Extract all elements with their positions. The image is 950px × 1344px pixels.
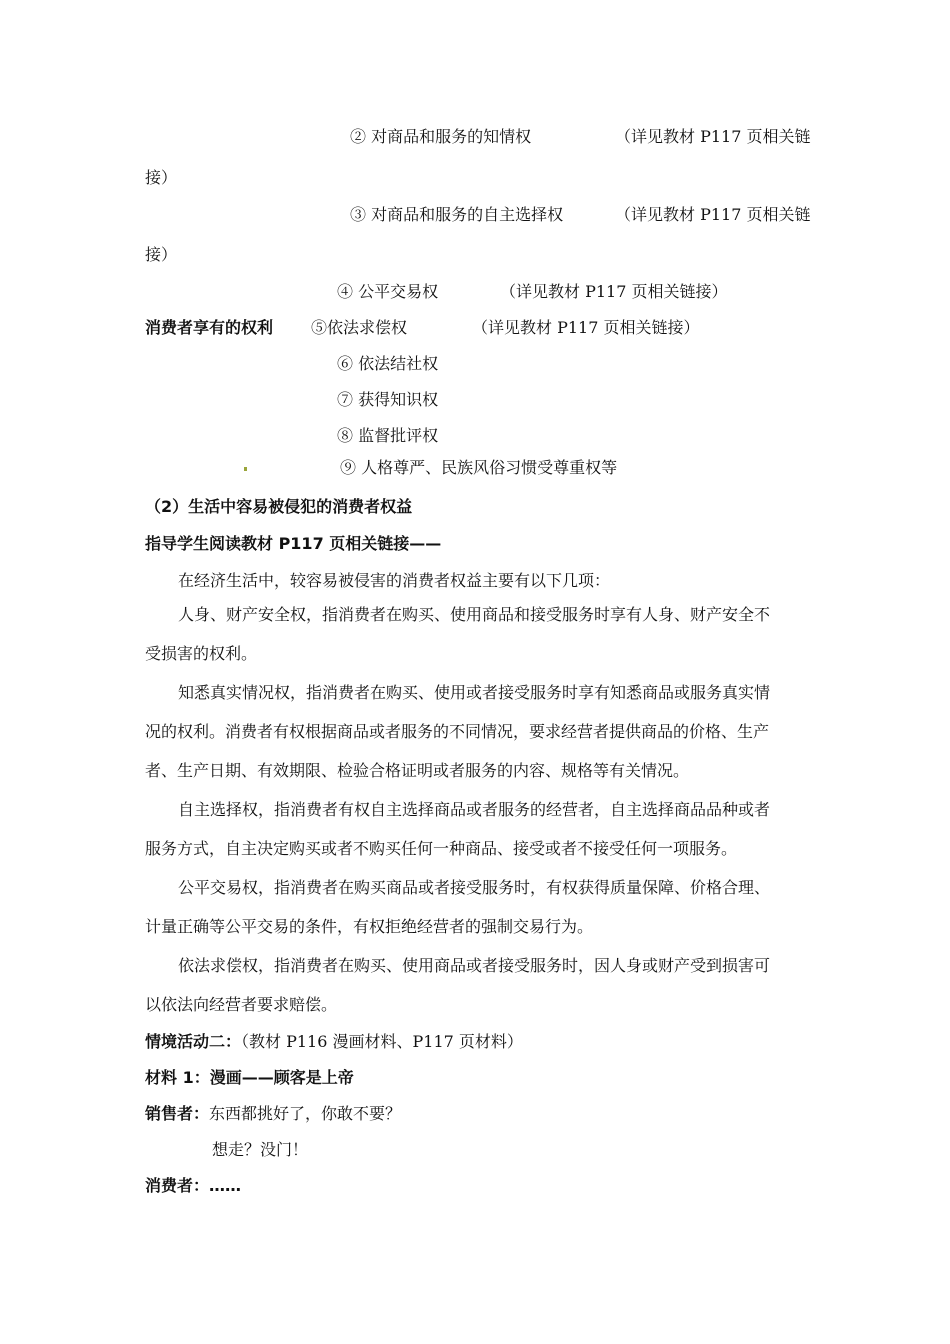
right-item-5: ⑤依法求偿权 [311, 318, 408, 337]
para-fair-line-1: 公平交易权，指消费者在购买商品或者接受服务时，有权获得质量保障、价格合理、 [178, 878, 771, 897]
para-compensation-line-2: 以依法向经营者要求赔偿。 [145, 995, 338, 1014]
right-item-2-ref: （详见教材 P117 页相关链 [615, 127, 811, 146]
seller-speech-1: 东西都挑好了，你敢不要？ [209, 1104, 402, 1123]
right-item-7: ⑦ 获得知识权 [337, 390, 439, 409]
activity-title [145, 1032, 523, 1052]
right-item-6: ⑥ 依法结社权 [337, 354, 439, 373]
para-safety-line-2: 受损害的权利。 [145, 644, 258, 663]
para-safety-line-1: 人身、财产安全权，指消费者在购买、使用商品和接受服务时享有人身、财产安全不 [178, 605, 771, 624]
right-item-3: ③ 对商品和服务的自主选择权 [350, 205, 564, 224]
para-choice-line-2: 服务方式，自主决定购买或者不购买任何一种商品、接受或者不接受任何一项服务。 [145, 839, 738, 858]
scan-speck [244, 467, 247, 471]
right-item-3-ref: （详见教材 P117 页相关链 [615, 205, 811, 224]
material-title: 材料 1：漫画——顾客是上帝 [145, 1068, 354, 1087]
para-fair-line-2: 计量正确等公平交易的条件，有权拒绝经营者的强制交易行为。 [145, 917, 594, 936]
para-info-line-1: 知悉真实情况权，指消费者在购买、使用或者接受服务时享有知悉商品或服务真实情 [178, 683, 771, 702]
right-item-4-ref: （详见教材 P117 页相关链接） [500, 282, 728, 301]
consumer-speech: …… [209, 1176, 242, 1195]
intro-line: 在经济生活中，较容易被侵害的消费者权益主要有以下几项： [178, 571, 611, 590]
para-info-line-2: 况的权利。消费者有权根据商品或者服务的不同情况，要求经营者提供商品的价格、生产 [145, 722, 770, 741]
consumer-line [145, 1176, 241, 1196]
seller-line-1 [145, 1104, 401, 1124]
consumer-label: 消费者： [145, 1176, 210, 1195]
activity-title-source: （教材 P116 漫画材料、P117 页材料） [241, 1032, 523, 1051]
activity-title-label: 情境活动二： [145, 1032, 242, 1051]
para-choice-line-1: 自主选择权，指消费者有权自主选择商品或者服务的经营者，自主选择商品品种或者 [178, 800, 771, 819]
right-item-8: ⑧ 监督批评权 [337, 426, 439, 445]
para-info-line-3: 者、生产日期、有效期限、检验合格证明或者服务的内容、规格等有关情况。 [145, 761, 690, 780]
right-item-2: ② 对商品和服务的知情权 [350, 127, 532, 146]
seller-line-2: 想走？没门！ [212, 1140, 309, 1159]
right-item-5-ref: （详见教材 P117 页相关链接） [472, 318, 700, 337]
seller-label: 销售者： [145, 1104, 210, 1123]
para-compensation-line-1: 依法求偿权，指消费者在购买、使用商品或者接受服务时，因人身或财产受到损害可 [178, 956, 771, 975]
right-item-2-ref-cont: 接） [145, 168, 178, 187]
rights-heading: 消费者享有的权利 [145, 318, 274, 337]
right-item-3-ref-cont: 接） [145, 245, 178, 264]
right-item-9: ⑨ 人格尊严、民族风俗习惯受尊重权等 [340, 458, 618, 477]
section-2-title: （2）生活中容易被侵犯的消费者权益 [145, 497, 413, 516]
right-item-4: ④ 公平交易权 [337, 282, 439, 301]
guide-line: 指导学生阅读教材 P117 页相关链接—— [145, 534, 442, 553]
